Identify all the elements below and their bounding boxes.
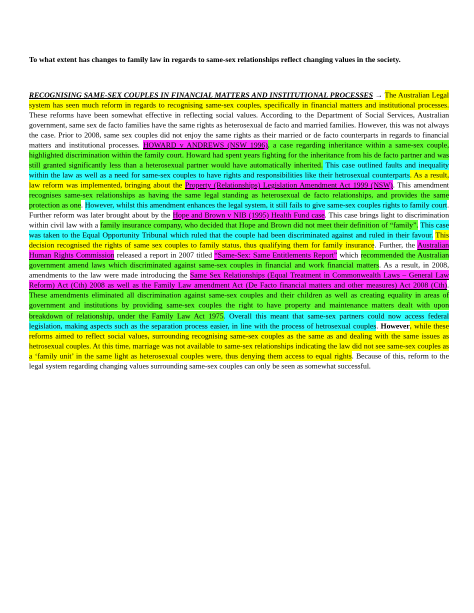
essay-text bbox=[29, 90, 449, 371]
text-segment: Property (Relationships) Legislation Amendment Act 1999 (NSW) bbox=[184, 180, 393, 190]
text-segment: released a report in 2007 titled bbox=[114, 250, 215, 260]
text-segment: . Overall this meant that same-sex partners could now access federal legislation, making aspects such as the separation process easier, in line with the process of hetrosexual couples bbox=[29, 311, 449, 331]
text-segment: This decision recognised the rights of same sex couples to family status, thus qualifying them for family insurance bbox=[29, 230, 449, 250]
text-segment: . Further, the bbox=[374, 240, 418, 250]
text-segment: This case outlined faults and inequality within the law as well as a need for same-sex couples to have rights and responsibilities like their hetrosexual counterparts bbox=[29, 160, 449, 180]
text-segment: . Further reform was later brought about by the bbox=[29, 200, 449, 220]
text-segment: Australian Human Rights Commission bbox=[29, 240, 449, 260]
text-segment: This case was taken to the Equal Opportunity Tribunal which ruled that the couple had been discriminated against and ruled in their favour. bbox=[29, 220, 449, 240]
text-segment: . bbox=[81, 200, 85, 210]
text-segment: family insurance company, who decided that Hope and Brown did not meet their definition of “family”. bbox=[100, 220, 419, 230]
text-segment: . This case brings light to discrimination within civil law with a bbox=[29, 210, 449, 230]
text-segment: . bbox=[447, 280, 449, 290]
essay-question: To what extent has changes to family law in regards to same-sex relationships reflect changing values in the society. bbox=[29, 55, 401, 64]
text-segment: . Because of this, reform to the legal system regarding changing values surrounding same-sex couples can only be seen as somewhat successful. bbox=[29, 351, 449, 371]
text-segment: These amendments eliminated all discrimination against same-sex couples and their children as well as creating equality in areas of government and institutions by providing same-sex couples the right to have property and maintenance matters dealt with upon breakdown of relationship, under the Family Law Act 1975 bbox=[29, 290, 449, 321]
text-segment: HOWARD v ANDREWS (NSW 1996) bbox=[143, 140, 268, 150]
text-segment: , a case regarding inheritance within a same-sex couple, highlighted discrimination within the family court. Howard had spent years fighting for the inheritance from his de facto partner and was still granted significantly less than a heterosexual partner would have automatically inherited. bbox=[29, 140, 449, 170]
text-segment: . As a result, in 2008, amendments to the law were made introducing the bbox=[29, 260, 449, 280]
text-segment: These reforms have been somewhat effective in reflecting social values. According to the Department of Social Services, Australian government, same sex de facto families have the same rights as heterosexual de facto and married families. However, this was not always the case. Prior to 2008, same sex couples did not enjoy the same rights as their married or de facto counterparts in regards to financial matters and institutional processes. bbox=[29, 110, 449, 150]
text-segment: , while these reforms aimed to reflect social values, surrounding recognising same-sex couples as the same as and dealing with the same issues as hetrosexual couples. At this time, marriage was not available to same-sex relationships indicating the law did not see same-sex couples as a ‘family unit’ in the same light as heterosexual couples were, thus denying them access to equal rights bbox=[29, 321, 450, 361]
text-segment: Same Sex Relationships (Equal Treatment in Commonwealth Laws – General Law Reform) Act (Cth) 2008 as well as the Family Law amendment Act (De Facto financial matters and other measures) Act 2008 (Cth) bbox=[29, 270, 449, 290]
text-segment: . bbox=[376, 321, 381, 331]
text-segment: . This amendment bbox=[392, 180, 449, 190]
text-segment: Hope and Brown v NIB (1995) Health Fund case bbox=[172, 210, 325, 220]
text-segment: However, whilst this amendment enhances the legal system, it still fails to give same-sex couples rights to family court bbox=[84, 200, 448, 210]
text-segment: The Australian Legal system has seen much reform in regards to recognising same-sex couples, specifically in financial matters and institutional processes. bbox=[29, 90, 449, 110]
text-segment: recognises same-sex relationships as having the same legal standing as heterosexual de facto relationships, and provides the same protection as one bbox=[29, 190, 449, 210]
text-segment: However bbox=[380, 321, 410, 331]
text-segment: . As a result, law reform was implemented, bringing about the bbox=[29, 170, 449, 190]
text-segment: recommended the Australian government amend laws which discriminated against same-sex couples in financial and work financial matters bbox=[29, 250, 449, 270]
essay-body bbox=[29, 90, 449, 371]
text-segment: which bbox=[337, 250, 361, 260]
section-heading: RECOGNISING SAME-SEX COUPLES IN FINANCIAL MATTERS AND INSTITUTIONAL PROCESSES bbox=[29, 90, 373, 99]
text-segment: “Same-Sex: Same Entitlements Report” bbox=[214, 250, 338, 260]
text-segment: → bbox=[372, 90, 385, 99]
